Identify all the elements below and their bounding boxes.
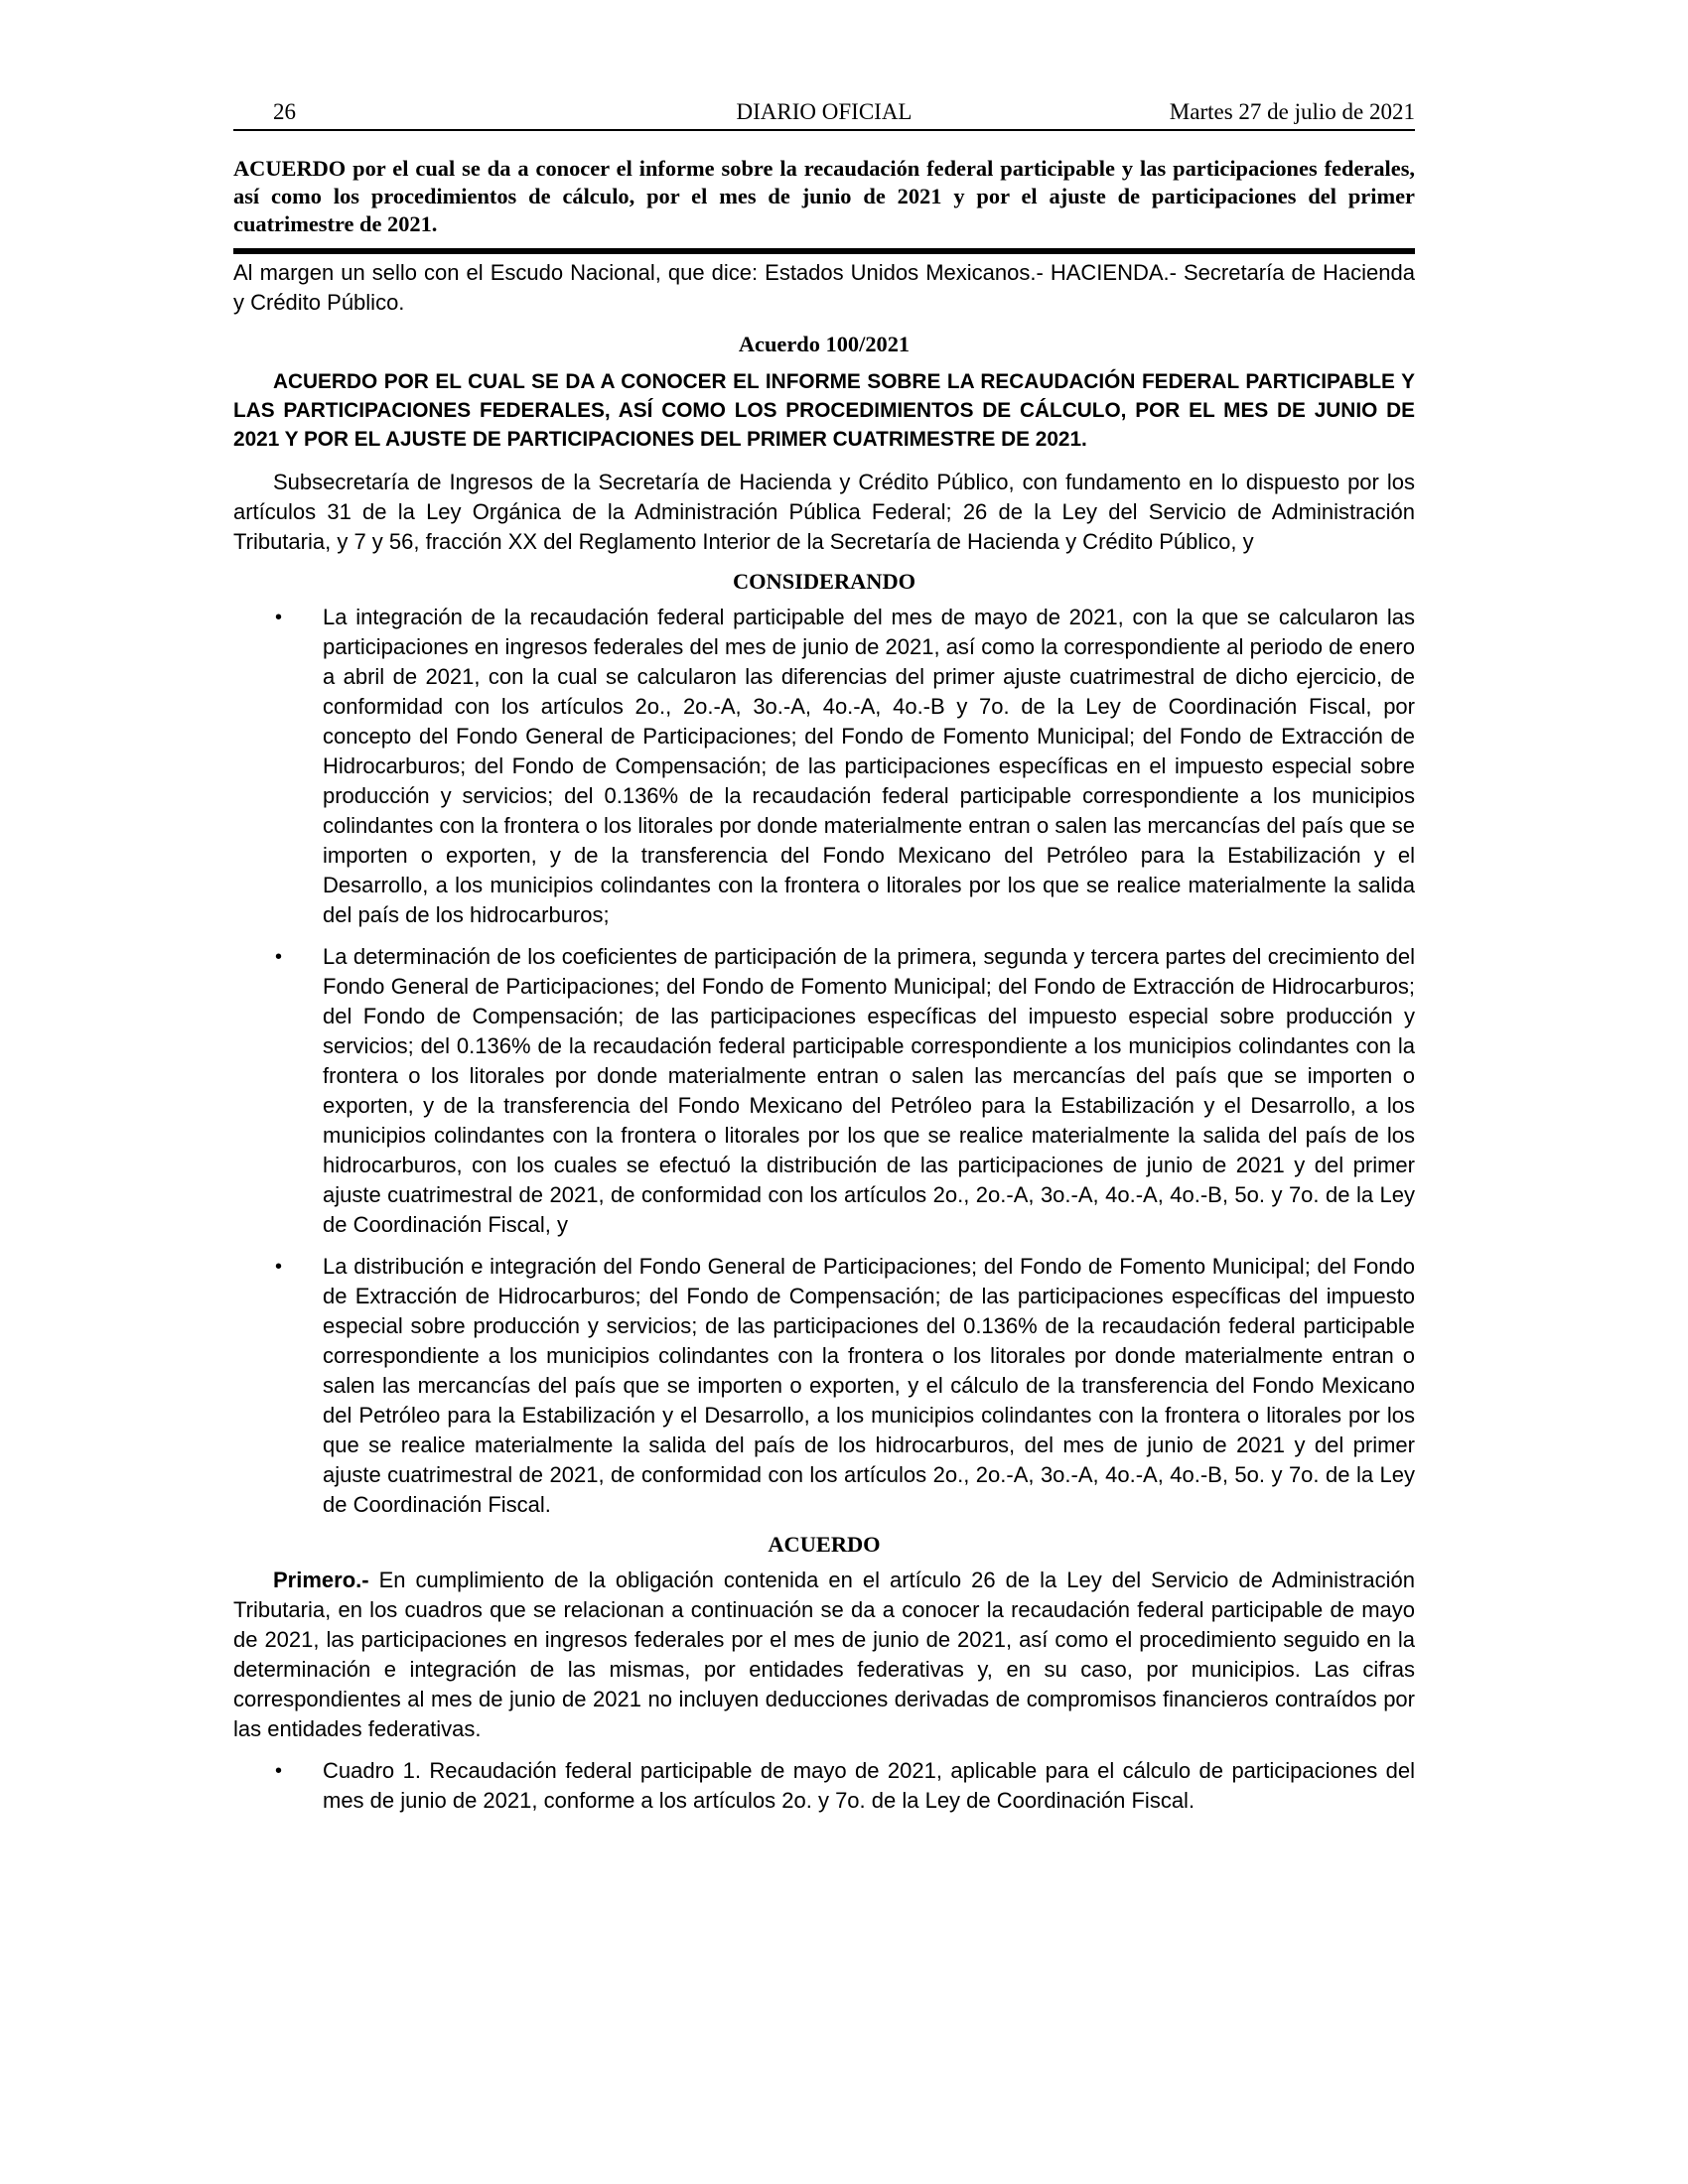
list-item [233,942,1415,1240]
bullet-icon: • [275,1256,283,1278]
considerando-heading: CONSIDERANDO [732,569,916,594]
bullet-icon: • [275,1760,283,1782]
publication-date: Martes 27 de julio de 2021 [1169,99,1415,124]
list-item [233,603,1415,930]
agreement-number: Acuerdo 100/2021 [738,332,911,356]
list-item [233,1252,1415,1520]
page-number: 26 [273,99,296,124]
header-rule [233,129,1415,131]
list-item-text: La determinación de los coeficientes de participación de la primera, segunda y tercera partes del crecimiento del Fondo General de Participaciones; del Fondo de Fomento Municipal; del Fondo de Extracción de Hidrocarburos; del Fondo de Compensación; de las participaciones específicas del impuesto especial sobre producción y servicios; del 0.136% de la recaudación federal participable correspondiente a los municipios colindantes con la frontera o los litorales por donde materialmente entran o salen las mercancías del país que se importen o exporten, y de la transferencia del Fondo Mexicano del Petróleo para la Estabilización y el Desarrollo, a los municipios colindantes con la frontera o litorales por los que se realice materialmente la salida del país de los hidrocarburos, con los cuales se efectuó la distribución de las participaciones de junio de 2021 y del primer ajuste cuatrimestral de 2021, de conformidad con los artículos 2o., 2o.-A, 3o.-A, 4o.-A, 4o.-B, 5o. y 7o. de la Ley de Coordinación Fiscal, y [323,944,1415,1237]
intro-paragraph: Subsecretaría de Ingresos de la Secretaría de Hacienda y Crédito Público, con fundamento en lo dispuesto por los artículos 31 de la Ley Orgánica de la Administración Pública Federal; 26 de la Ley del Servicio de Administración Tributaria, y 7 y 56, fracción XX del Reglamento Interior de la Secretaría de Hacienda y Crédito Público, y [233,470,1415,554]
list-item-text: La distribución e integración del Fondo General de Participaciones; del Fondo de Fomento Municipal; del Fondo de Extracción de Hidrocarburos; del Fondo de Compensación; de las participaciones específicas del impuesto especial sobre producción y servicios; de las participaciones del 0.136% de la recaudación federal participable correspondiente a los municipios colindantes con la frontera o los litorales por donde materialmente entran o salen las mercancías del país que se importen o exporten, y el cálculo de la transferencia del Fondo Mexicano del Petróleo para la Estabilización y el Desarrollo, a los municipios colindantes con la frontera o litorales por los que se realice materialmente la salida del país de los hidrocarburos, del mes de junio de 2021 y del primer ajuste cuatrimestral de 2021, de conformidad con los artículos 2o., 2o.-A, 3o.-A, 4o.-A, 4o.-B, 5o. y 7o. de la Ley de Coordinación Fiscal. [323,1254,1415,1517]
margin-note: Al margen un sello con el Escudo Nacional, que dice: Estados Unidos Mexicanos.- HACIENDA.- Secretaría de Hacienda y Crédito Público. [233,260,1415,315]
primero-text: En cumplimiento de la obligación contenida en el artículo 26 de la Ley del Servicio de Administración Tributaria, en los cuadros que se relacionan a continuación se da a conocer la recaudación federal participable de mayo de 2021, las participaciones en ingresos federales por el mes de junio de 2021, así como el procedimiento seguido en la determinación e integración de las mismas, por entidades federativas y, en su caso, por municipios. Las cifras correspondientes al mes de junio de 2021 no incluyen deducciones derivadas de compromisos financieros contraídos por las entidades federativas. [233,1568,1415,1741]
running-header [233,95,1415,129]
publication-name: DIARIO OFICIAL [736,99,913,124]
acuerdo-heading: ACUERDO [768,1532,881,1557]
agreement-caps-title: ACUERDO POR EL CUAL SE DA A CONOCER EL INFORME SOBRE LA RECAUDACIÓN FEDERAL PARTICIPABLE Y LAS PARTICIPACIONES FEDERALES, ASÍ COMO LOS PROCEDIMIENTOS DE CÁLCULO, POR EL MES DE JUNIO DE 2021 Y POR EL AJUSTE DE PARTICIPACIONES DEL PRIMER CUATRIMESTRE DE 2021. [233,370,1415,451]
bullet-icon: • [275,607,283,628]
bullet-icon: • [275,946,283,968]
cuadros-list [233,1756,1415,1816]
summary-rule [233,248,1415,254]
list-item [233,1756,1415,1816]
list-item-text: Cuadro 1. Recaudación federal participable de mayo de 2021, aplicable para el cálculo de participaciones del mes de junio de 2021, conforme a los artículos 2o. y 7o. de la Ley de Coordinación Fiscal. [323,1758,1415,1813]
considerando-list [233,603,1415,1520]
document-page [233,95,1415,1828]
document-summary: ACUERDO por el cual se da a conocer el informe sobre la recaudación federal participable y las participaciones federales, así como los procedimientos de cálculo, por el mes de junio de 2021 y por el ajuste de participaciones del primer cuatrimestre de 2021. [233,156,1415,236]
primero-lead: Primero.- [273,1568,369,1592]
list-item-text: La integración de la recaudación federal participable del mes de mayo de 2021, con la que se calcularon las participaciones en ingresos federales del mes de junio de 2021, así como la correspondiente al periodo de enero a abril de 2021, con la cual se calcularon las diferencias del primer ajuste cuatrimestral de dicho ejercicio, de conformidad con los artículos 2o., 2o.-A, 3o.-A, 4o.-A, 4o.-B y 7o. de la Ley de Coordinación Fiscal, por concepto del Fondo General de Participaciones; del Fondo de Fomento Municipal; del Fondo de Extracción de Hidrocarburos; del Fondo de Compensación; de las participaciones específicas en el impuesto especial sobre producción y servicios; del 0.136% de la recaudación federal participable correspondiente a los municipios colindantes con la frontera o los litorales por donde materialmente entran o salen las mercancías del país que se importen o exporten, y de la transferencia del Fondo Mexicano del Petróleo para la Estabilización y el Desarrollo, a los municipios colindantes con la frontera o litorales por los que se realice materialmente la salida del país de los hidrocarburos; [323,605,1415,927]
primero-paragraph [233,1566,1415,1744]
